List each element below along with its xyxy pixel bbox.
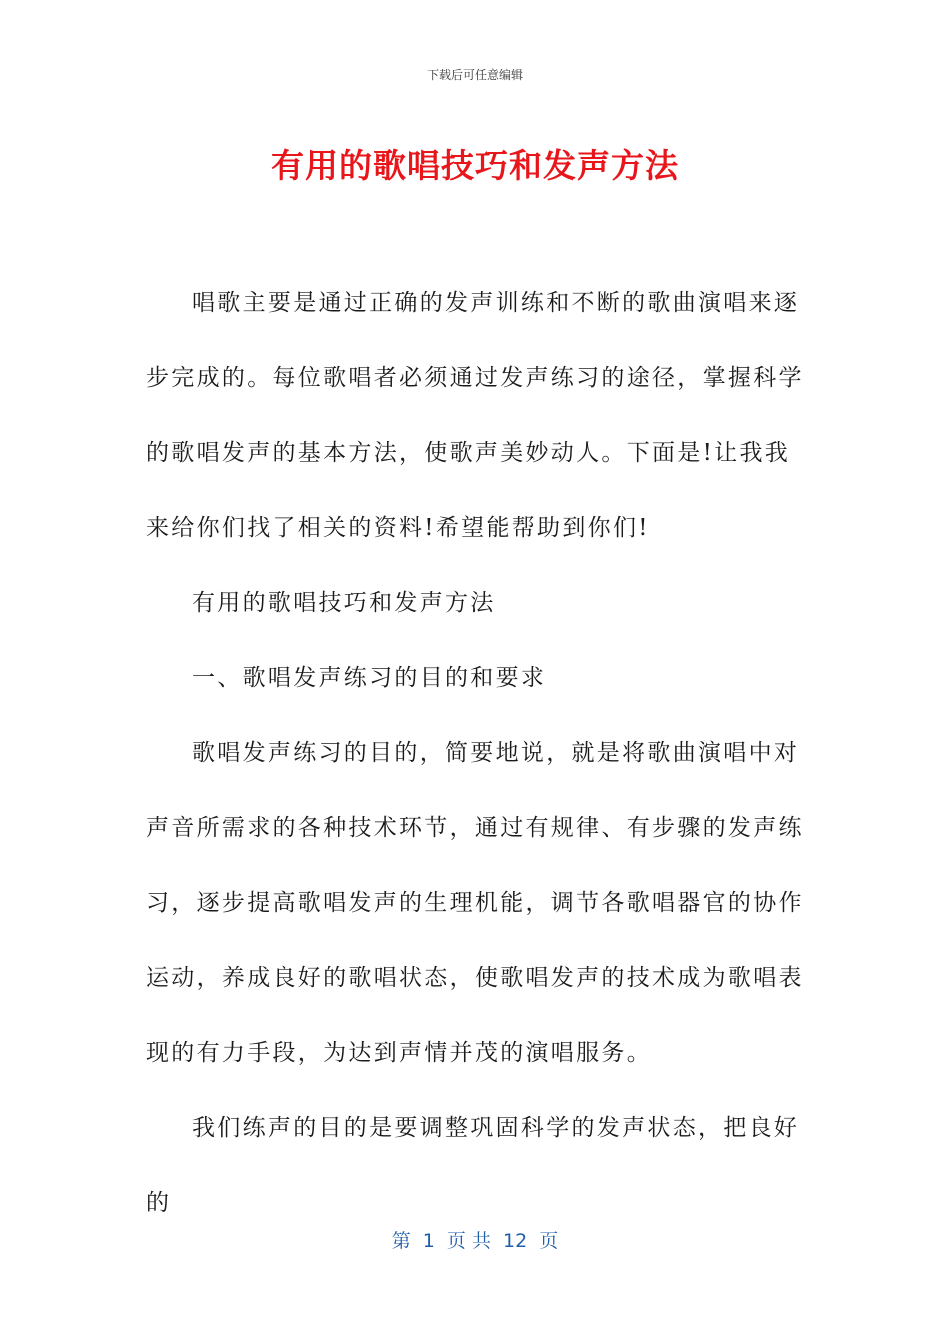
paragraph-intro: 唱歌主要是通过正确的发声训练和不断的歌曲演唱来逐步完成的。每位歌唱者必须通过发声练习的途径，掌握科学的歌唱发声的基本方法，使歌声美妙动人。下面是!让我我来给你们找了相关的资料!希望能帮助到你们!	[146, 290, 804, 541]
document-body	[146, 266, 808, 1241]
page-footer: 第 1 页 共 12 页	[391, 1230, 559, 1252]
header-note: 下载后可任意编辑	[426, 68, 523, 82]
paragraph-purpose: 歌唱发声练习的目的，简要地说，就是将歌曲演唱中对声音所需求的各种技术环节，通过有规律、有步骤的发声练习，逐步提高歌唱发声的生理机能，调节各歌唱器官的协作运动，养成良好的歌唱状态，使歌唱发声的技术成为歌唱表现的有力手段，为达到声情并茂的演唱服务。	[146, 740, 804, 1066]
section-heading: 一、歌唱发声练习的目的和要求	[192, 665, 547, 691]
paragraph-continued: 我们练声的目的是要调整巩固科学的发声状态，把良好的	[146, 1115, 800, 1216]
paragraph-subtitle: 有用的歌唱技巧和发声方法	[192, 590, 496, 616]
document-title: 有用的歌唱技巧和发声方法	[271, 146, 679, 185]
